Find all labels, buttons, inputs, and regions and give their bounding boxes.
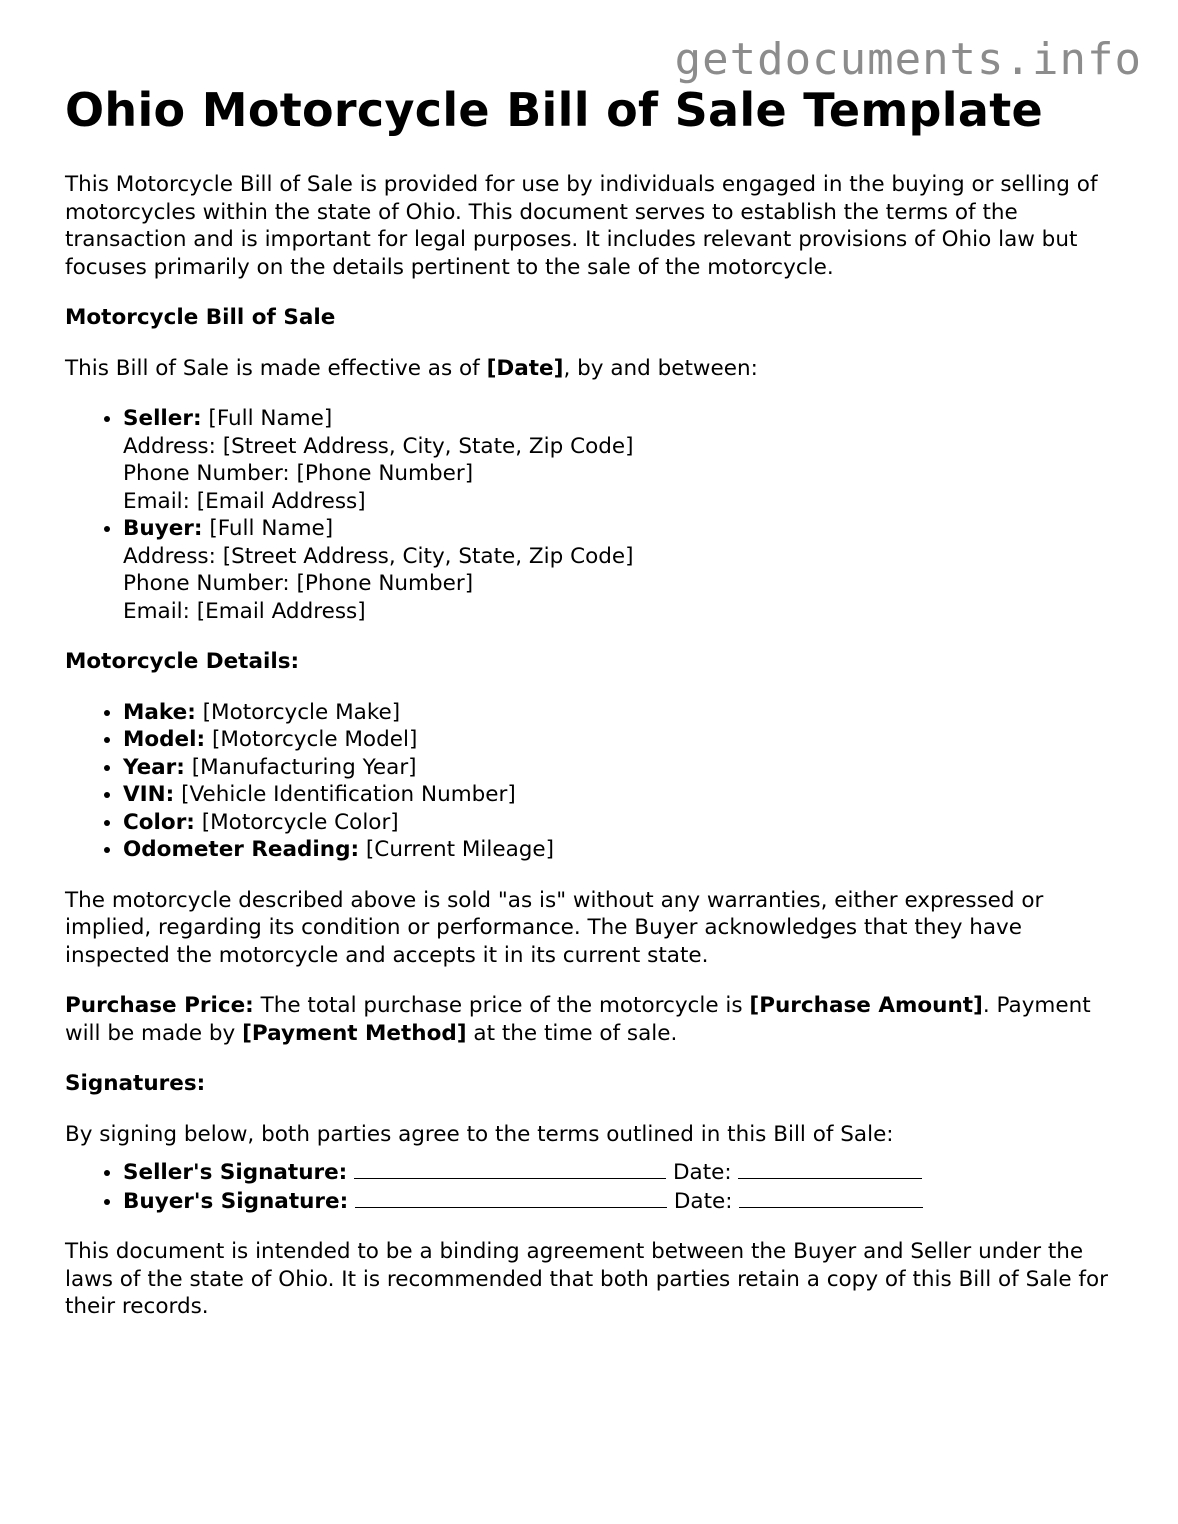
seller-name: [Full Name] bbox=[201, 406, 333, 431]
details-list bbox=[65, 699, 1125, 864]
detail-value: [Current Mileage] bbox=[359, 837, 555, 862]
effective-date-sentence bbox=[65, 355, 1125, 383]
detail-odometer bbox=[123, 836, 1125, 864]
signatures-intro: By signing below, both parties agree to the terms outlined in this Bill of Sale: bbox=[65, 1121, 894, 1147]
page-title: Ohio Motorcycle Bill of Sale Template bbox=[65, 83, 1043, 137]
closing-paragraph: This document is intended to be a binding agreement between the Buyer and Seller under the laws of the state of Ohio. It is recommended that both parties retain a copy of this Bill of Sale for their records. bbox=[65, 1239, 1108, 1319]
watermark: getdocuments.info bbox=[674, 34, 1142, 85]
buyer-name: [Full Name] bbox=[202, 516, 334, 541]
buyer-date-line[interactable] bbox=[739, 1187, 923, 1208]
detail-color bbox=[123, 809, 1125, 837]
payment-method-placeholder: [Payment Method] bbox=[242, 1020, 467, 1046]
buyer-label: Buyer: bbox=[123, 516, 203, 541]
bill-of-sale-heading: Motorcycle Bill of Sale bbox=[65, 305, 336, 330]
purchase-amount-placeholder: [Purchase Amount] bbox=[749, 993, 983, 1018]
detail-label: Model: bbox=[123, 727, 206, 752]
purchase-price-paragraph bbox=[65, 992, 1125, 1047]
detail-value: [Motorcycle Color] bbox=[194, 809, 399, 835]
purchase-label: Purchase Price: bbox=[65, 993, 254, 1018]
detail-label: VIN: bbox=[123, 782, 175, 807]
purchase-text: at the time of sale. bbox=[466, 1020, 678, 1046]
buyer-signature-line[interactable] bbox=[355, 1187, 667, 1208]
seller-date-label: Date: bbox=[672, 1160, 732, 1185]
document-page bbox=[65, 82, 1125, 1321]
detail-value: [Manufacturing Year] bbox=[184, 754, 417, 780]
seller-email: Email: [Email Address] bbox=[123, 488, 366, 514]
detail-label: Color: bbox=[123, 809, 195, 835]
purchase-text: The total purchase price of the motorcycle is bbox=[253, 993, 750, 1018]
buyer-signature-row bbox=[123, 1187, 1125, 1216]
detail-label: Odometer Reading: bbox=[123, 837, 360, 862]
detail-year bbox=[123, 754, 1125, 782]
seller-party bbox=[123, 405, 1125, 515]
buyer-date-label: Date: bbox=[673, 1188, 733, 1214]
buyer-party bbox=[123, 515, 1125, 625]
detail-vin bbox=[123, 781, 1125, 809]
seller-signature-line[interactable] bbox=[354, 1158, 666, 1179]
buyer-phone: Phone Number: [Phone Number] bbox=[123, 571, 474, 596]
effective-prefix: This Bill of Sale is made effective as of bbox=[65, 355, 487, 381]
seller-address: Address: [Street Address, City, State, Zip Code] bbox=[123, 433, 634, 459]
intro-paragraph: This Motorcycle Bill of Sale is provided for use by individuals engaged in the buying or selling of motorcycles within the state of Ohio. This document serves to establish the terms of the transaction and is important for legal purposes. It includes relevant provisions of Ohio law but focuses primarily on the details pertinent to the sale of the motorcycle. bbox=[65, 172, 1098, 280]
parties-list bbox=[65, 405, 1125, 625]
seller-phone: Phone Number: [Phone Number] bbox=[123, 461, 474, 486]
purchase-text: . Payment will be made by bbox=[65, 993, 1091, 1046]
seller-signature-label: Seller's Signature: bbox=[123, 1160, 348, 1185]
signatures-heading: Signatures: bbox=[65, 1071, 206, 1096]
detail-value: [Motorcycle Model] bbox=[205, 727, 418, 752]
detail-label: Make: bbox=[123, 699, 196, 725]
seller-label: Seller: bbox=[123, 406, 202, 431]
seller-signature-row bbox=[123, 1158, 1125, 1187]
detail-label: Year: bbox=[123, 754, 185, 780]
as-is-paragraph: The motorcycle described above is sold "as is" without any warranties, either expressed or implied, regarding its condition or performance. The Buyer acknowledges that they have inspected the motorcycle and accepts it in its current state. bbox=[65, 887, 1044, 968]
buyer-email: Email: [Email Address] bbox=[123, 598, 366, 624]
detail-model bbox=[123, 726, 1125, 754]
seller-date-line[interactable] bbox=[738, 1158, 922, 1179]
signatures-list bbox=[65, 1158, 1125, 1215]
effective-suffix: , by and between: bbox=[563, 355, 758, 381]
effective-date-placeholder: [Date] bbox=[486, 355, 564, 381]
detail-value: [Vehicle Identification Number] bbox=[174, 782, 516, 807]
detail-value: [Motorcycle Make] bbox=[195, 699, 401, 725]
buyer-signature-label: Buyer's Signature: bbox=[123, 1188, 349, 1214]
buyer-address: Address: [Street Address, City, State, Zip Code] bbox=[123, 543, 634, 569]
detail-make bbox=[123, 699, 1125, 727]
details-heading: Motorcycle Details: bbox=[65, 649, 300, 674]
